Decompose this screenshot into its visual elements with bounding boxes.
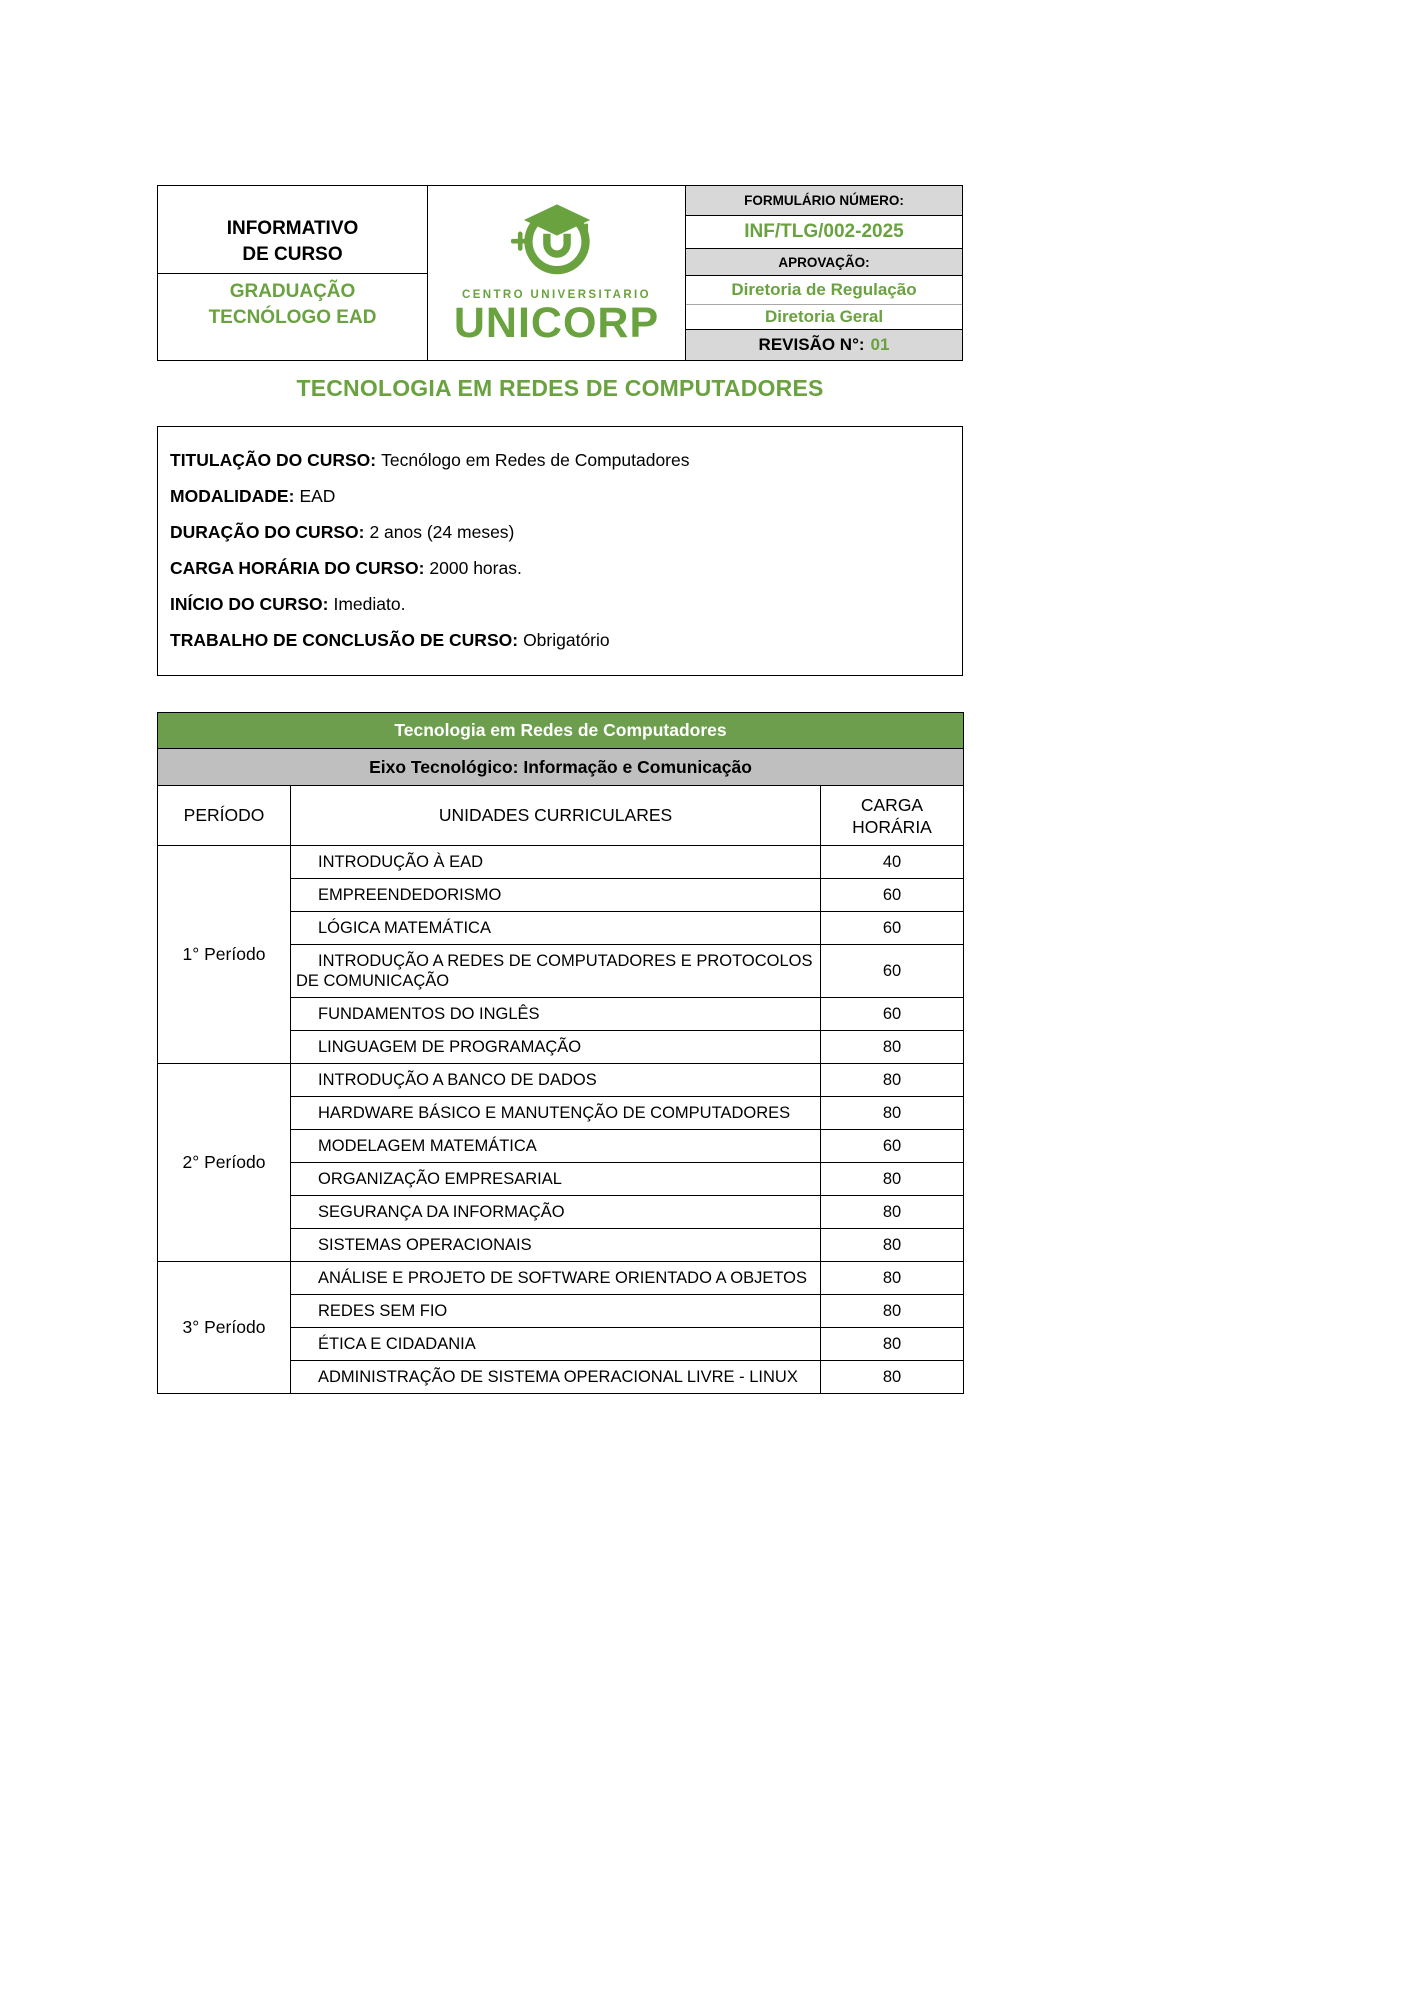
header-left-line4: TECNÓLOGO EAD [208,306,377,328]
hours-cell: 60 [821,912,964,945]
curriculum-body [158,846,964,1394]
form-meta-cell [686,186,962,360]
curriculum-row [158,846,964,879]
info-value: EAD [299,486,336,506]
document-header-table [157,185,963,361]
logo-subtitle: CENTRO UNIVERSITARIO [462,289,651,301]
period-cell: 2° Período [158,1064,291,1262]
graduation-cap-icon [511,202,603,284]
page-title: TECNOLOGIA EM REDES DE COMPUTADORES [296,375,824,401]
info-label: CARGA HORÁRIA DO CURSO: [170,558,425,578]
info-value: 2000 horas. [429,558,522,578]
document-content [157,185,963,1394]
hours-cell: 60 [821,879,964,912]
info-label: INÍCIO DO CURSO: [170,594,329,614]
header-left-divider [158,273,427,274]
info-label: MODALIDADE: [170,486,295,506]
unit-cell: HARDWARE BÁSICO E MANUTENÇÃO DE COMPUTADORES [291,1097,821,1130]
hours-cell: 60 [821,945,964,998]
form-number-value: INF/TLG/002-2025 [686,215,962,248]
unit-cell: INTRODUÇÃO A REDES DE COMPUTADORES E PROTOCOLOS DE COMUNICAÇÃO [291,945,821,998]
unit-cell: ÉTICA E CIDADANIA [291,1328,821,1361]
column-header-hours: CARGA HORÁRIA [821,786,964,846]
info-label: TITULAÇÃO DO CURSO: [170,450,377,470]
unit-cell: LÓGICA MATEMÁTICA [291,912,821,945]
info-line [170,557,950,580]
info-label: TRABALHO DE CONCLUSÃO DE CURSO: [170,630,519,650]
curriculum-title-row [158,713,964,749]
info-value: Obrigatório [523,630,610,650]
unit-cell: FUNDAMENTOS DO INGLÊS [291,998,821,1031]
unit-cell: SISTEMAS OPERACIONAIS [291,1229,821,1262]
hours-cell: 80 [821,1361,964,1394]
approval-value-regulation: Diretoria de Regulação [686,275,962,304]
hours-cell: 80 [821,1163,964,1196]
curriculum-title: Tecnologia em Redes de Computadores [158,713,964,749]
form-number-label: FORMULÁRIO NÚMERO: [686,186,962,215]
unit-cell: LINGUAGEM DE PROGRAMAÇÃO [291,1031,821,1064]
unit-cell: SEGURANÇA DA INFORMAÇÃO [291,1196,821,1229]
approval-label: APROVAÇÃO: [686,248,962,275]
header-left-line3: GRADUAÇÃO [229,280,356,302]
course-type-cell [158,186,428,360]
curriculum-subtitle: Eixo Tecnológico: Informação e Comunicação [158,749,964,786]
hours-cell: 80 [821,1031,964,1064]
column-header-units: UNIDADES CURRICULARES [291,786,821,846]
course-info-box [157,426,963,676]
period-cell: 3° Período [158,1262,291,1394]
unit-cell: ORGANIZAÇÃO EMPRESARIAL [291,1163,821,1196]
hours-cell: 80 [821,1064,964,1097]
info-line [170,485,950,508]
unit-cell: ADMINISTRAÇÃO DE SISTEMA OPERACIONAL LIVRE - LINUX [291,1361,821,1394]
info-line [170,521,950,544]
revision-value: 01 [870,335,890,354]
info-value: 2 anos (24 meses) [369,522,515,542]
approval-value-general: Diretoria Geral [686,304,962,329]
header-left-line2: DE CURSO [242,243,343,265]
hours-cell: 80 [821,1196,964,1229]
unit-cell: REDES SEM FIO [291,1295,821,1328]
unit-cell: INTRODUÇÃO À EAD [291,846,821,879]
hours-cell: 60 [821,1130,964,1163]
curriculum-column-headers [158,786,964,846]
column-header-period: PERÍODO [158,786,291,846]
info-line [170,593,950,616]
info-value: Imediato. [333,594,406,614]
unit-cell: EMPREENDEDORISMO [291,879,821,912]
hours-cell: 80 [821,1229,964,1262]
unit-cell: ANÁLISE E PROJETO DE SOFTWARE ORIENTADO A OBJETOS [291,1262,821,1295]
curriculum-header-rows [158,713,964,846]
hours-cell: 80 [821,1097,964,1130]
curriculum-subtitle-row [158,749,964,786]
header-left-line1: INFORMATIVO [226,217,359,239]
unit-cell: MODELAGEM MATEMÁTICA [291,1130,821,1163]
logo-brand: UNICORP [453,299,660,347]
hours-cell: 80 [821,1262,964,1295]
hours-cell: 80 [821,1328,964,1361]
revision-row [686,329,962,360]
info-line [170,629,950,652]
info-label: DURAÇÃO DO CURSO: [170,522,365,542]
hours-cell: 60 [821,998,964,1031]
curriculum-row [158,1262,964,1295]
hours-cell: 40 [821,846,964,879]
period-cell: 1° Período [158,846,291,1064]
logo-cell [428,186,686,360]
revision-label: REVISÃO N°: [758,335,865,354]
unit-cell: INTRODUÇÃO A BANCO DE DADOS [291,1064,821,1097]
info-value: Tecnólogo em Redes de Computadores [381,450,690,470]
curriculum-table [157,712,964,1394]
curriculum-row [158,1064,964,1097]
info-line [170,449,950,472]
hours-cell: 80 [821,1295,964,1328]
